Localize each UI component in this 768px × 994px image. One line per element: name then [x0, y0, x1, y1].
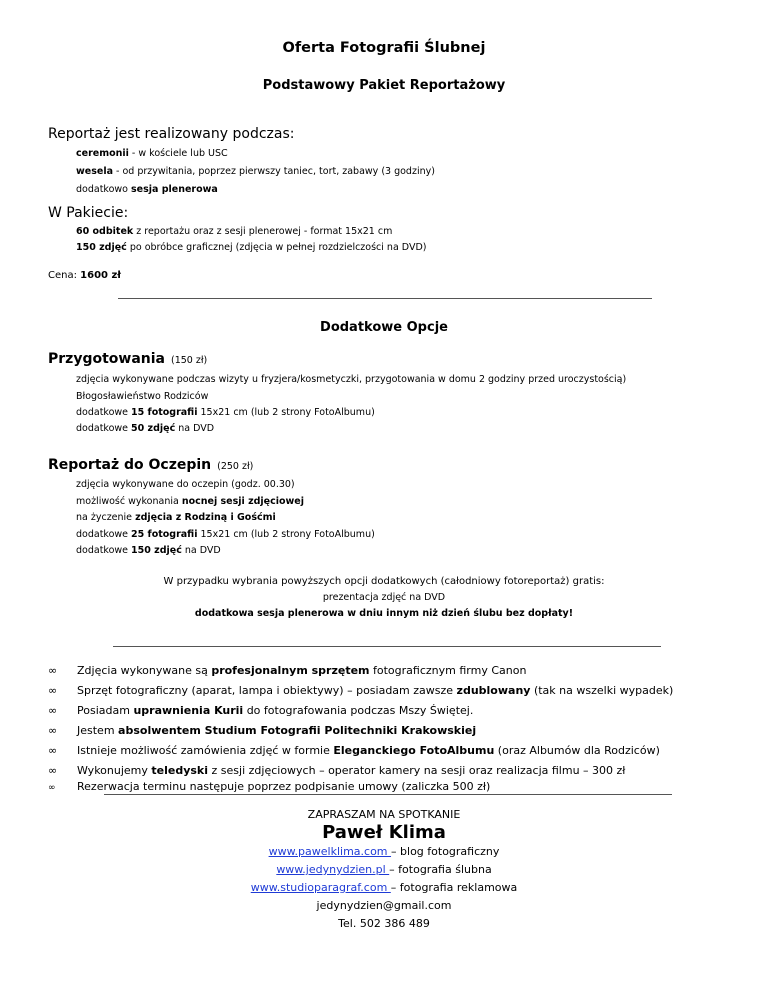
- option-line: zdjęcia wykonywane podczas wizyty u fryzjera/kosmetyczki, przygotowania w domu 2 godziny przed uroczystością): [76, 374, 627, 385]
- infinity-icon: ∞: [48, 783, 56, 793]
- infinity-icon: ∞: [48, 764, 58, 777]
- option-line: na życzenie zdjęcia z Rodziną i Gośćmi: [76, 512, 276, 523]
- link-row: www.pawelklima.com – blog fotograficzny: [268, 845, 500, 858]
- option-line: dodatkowe 15 fotografii 15x21 cm (lub 2 strony FotoAlbumu): [76, 407, 375, 418]
- infinity-icon: ∞: [48, 684, 58, 697]
- divider: [118, 298, 652, 299]
- coverage-heading: Reportaż jest realizowany podczas:: [48, 126, 295, 142]
- option-title: Przygotowania (150 zł): [48, 351, 208, 367]
- option-line: możliwość wykonania nocnej sesji zdjęciowej: [76, 496, 305, 507]
- link-row: www.jedynydzien.pl – fotografia ślubna: [276, 863, 492, 876]
- feature-item: ∞ Sprzęt fotograficzny (aparat, lampa i obiektywy) – posiadam zawsze zdublowany (tak na wszelki wypadek): [48, 684, 674, 697]
- feature-item: ∞ Zdjęcia wykonywane są profesjonalnym sprzętem fotograficznym firmy Canon: [48, 664, 527, 677]
- option-line: zdjęcia wykonywane do oczepin (godz. 00.30): [76, 479, 295, 490]
- infinity-icon: ∞: [48, 724, 58, 737]
- divider: [113, 646, 661, 647]
- feature-item: ∞ Posiadam uprawnienia Kurii do fotografowania podczas Mszy Świętej.: [48, 704, 474, 717]
- bonus-intro: W przypadku wybrania powyższych opcji dodatkowych (całodniowy fotoreportaż) gratis:: [163, 576, 605, 587]
- divider: [104, 794, 672, 795]
- infinity-icon: ∞: [48, 704, 58, 717]
- option-line: dodatkowe 150 zdjęć na DVD: [76, 545, 221, 556]
- option-line: dodatkowe 25 fotografii 15x21 cm (lub 2 strony FotoAlbumu): [76, 529, 375, 540]
- coverage-item: dodatkowo sesja plenerowa: [76, 184, 218, 195]
- feature-item: ∞ Wykonujemy teledyski z sesji zdjęciowych – operator kamery na sesji oraz realizacja filmu – 300 zł: [48, 764, 626, 777]
- coverage-item: ceremonii - w kościele lub USC: [76, 148, 228, 159]
- option-line: dodatkowe 50 zdjęć na DVD: [76, 423, 215, 434]
- feature-item: ∞ Istnieje możliwość zamówienia zdjęć w formie Eleganckiego FotoAlbumu (oraz Albumów dla Rodziców): [48, 744, 660, 757]
- feature-item: ∞ Jestem absolwentem Studium Fotografii Politechniki Krakowskiej: [48, 724, 477, 737]
- bonus-item: dodatkowa sesja plenerowa w dniu innym niż dzień ślubu bez dopłaty!: [194, 608, 574, 619]
- studio-link[interactable]: www.studioparagraf.com: [250, 881, 391, 894]
- page-title: Oferta Fotografii Ślubnej: [282, 40, 486, 56]
- coverage-item: wesela - od przywitania, poprzez pierwszy taniec, tort, zabawy (3 godziny): [76, 166, 435, 177]
- package-heading: W Pakiecie:: [48, 205, 129, 221]
- infinity-icon: ∞: [48, 744, 58, 757]
- phone: Tel. 502 386 489: [338, 917, 430, 930]
- package-subtitle: Podstawowy Pakiet Reportażowy: [262, 78, 506, 93]
- package-item: 60 odbitek z reportażu oraz z sesji plenerowej - format 15x21 cm: [76, 226, 393, 237]
- infinity-icon: ∞: [48, 664, 58, 677]
- option-title: Reportaż do Oczepin (250 zł): [48, 457, 254, 473]
- invite-text: ZAPRASZAM NA SPOTKANIE: [307, 808, 461, 821]
- package-item: 150 zdjęć po obróbce graficznej (zdjęcia w pełnej rozdzielczości na DVD): [76, 242, 427, 253]
- bonus-item: prezentacja zdjęć na DVD: [322, 592, 446, 603]
- options-title: Dodatkowe Opcje: [320, 320, 448, 335]
- email: jedynydzien@gmail.com: [316, 899, 452, 912]
- blog-link[interactable]: www.pawelklima.com: [268, 845, 392, 858]
- link-row: www.studioparagraf.com – fotografia reklamowa: [250, 881, 518, 894]
- price: Cena: 1600 zł: [48, 270, 122, 281]
- photographer-name: Paweł Klima: [322, 822, 446, 843]
- wedding-site-link[interactable]: www.jedynydzien.pl: [276, 863, 390, 876]
- feature-item: ∞ Rezerwacja terminu następuje poprzez podpisanie umowy (zaliczka 500 zł): [48, 780, 491, 793]
- option-line: Błogosławieństwo Rodziców: [76, 391, 209, 402]
